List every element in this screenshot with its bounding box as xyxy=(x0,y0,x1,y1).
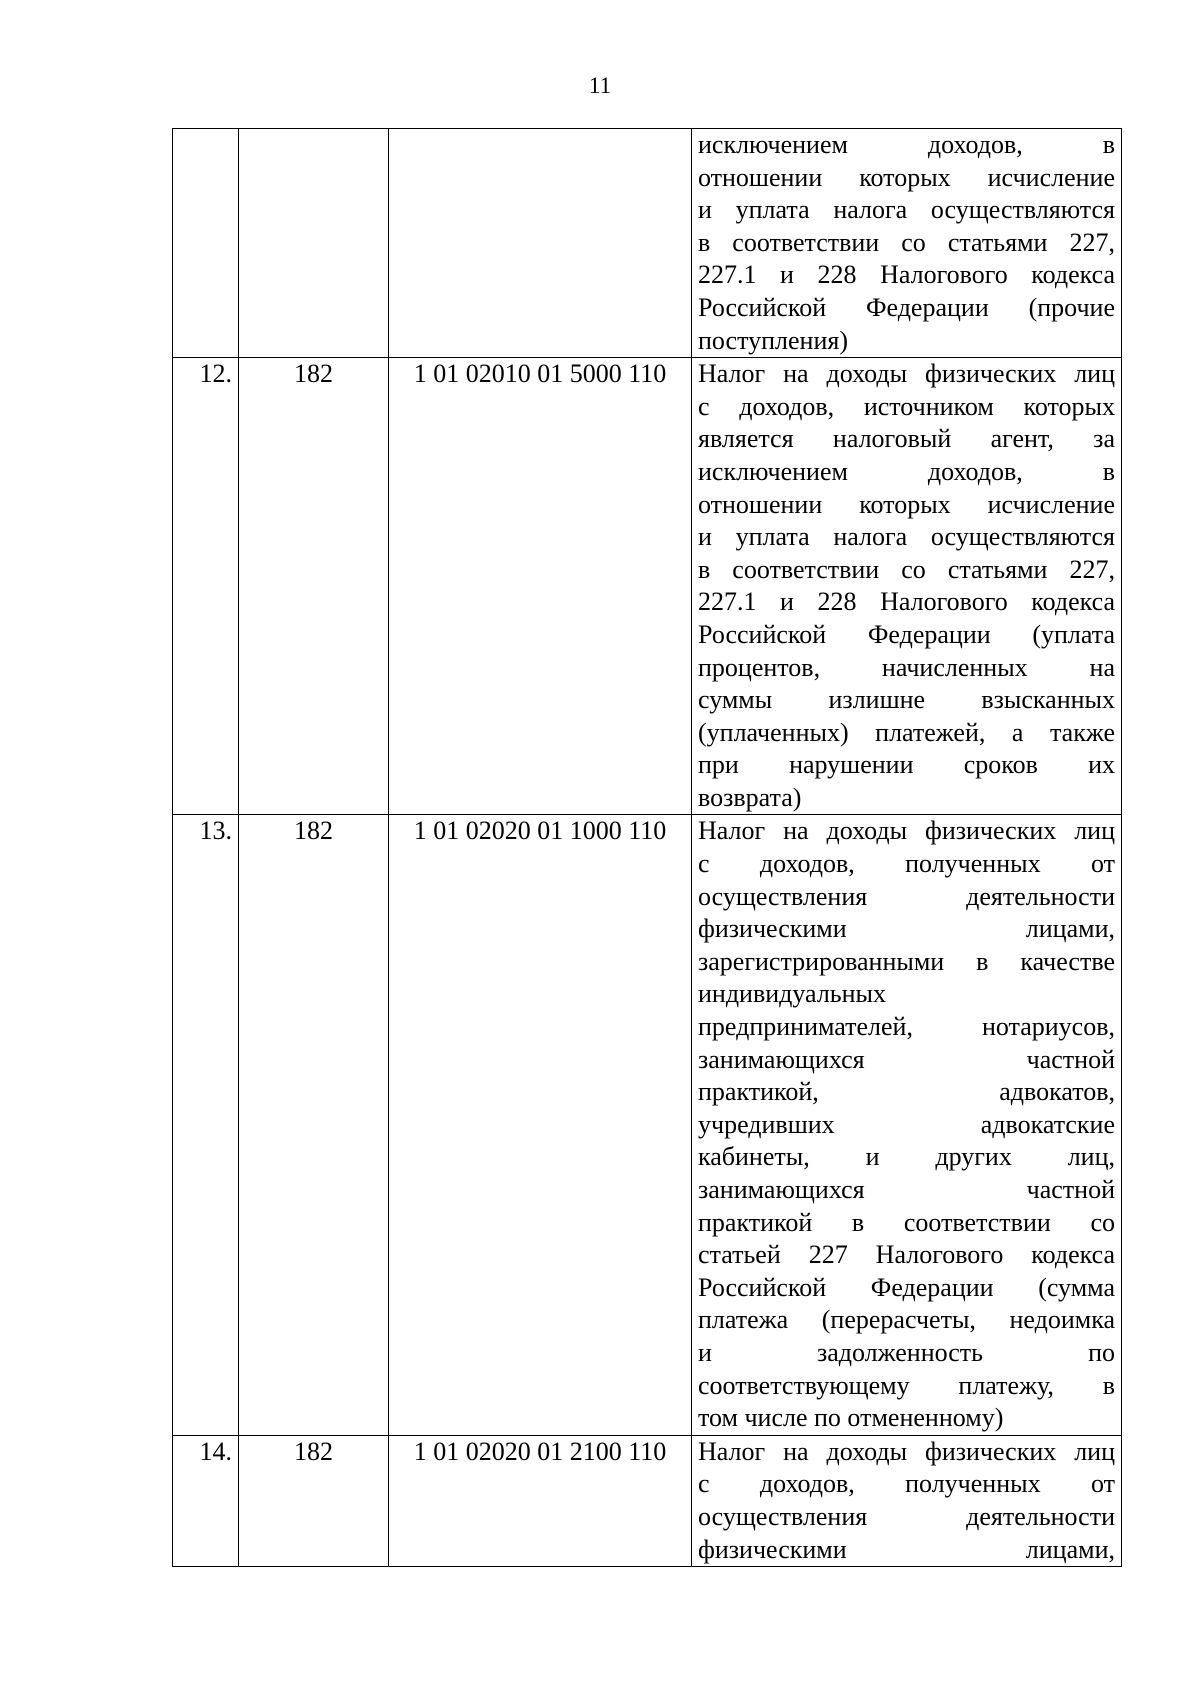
description-line: возврата) xyxy=(698,782,802,812)
description-line: отношении которых исчисление xyxy=(698,162,1115,192)
row-number-cell: 12. xyxy=(173,358,239,815)
description-line: и задолженность по xyxy=(698,1337,1115,1367)
description-line: учредивших адвокатские xyxy=(698,1109,1115,1139)
description-line: осуществления деятельности xyxy=(698,881,1115,911)
budget-classification-code-cell xyxy=(389,129,692,358)
income-description-cell xyxy=(692,129,1122,358)
description-line: поступления) xyxy=(698,325,848,355)
income-codes-table xyxy=(172,128,1122,1567)
description-line: индивидуальных xyxy=(698,979,887,1009)
description-line: 227.1 и 228 Налогового кодекса xyxy=(698,260,1115,290)
description-line: Налог на доходы физических лиц xyxy=(698,1436,1115,1466)
description-line: и уплата налога осуществляются xyxy=(698,195,1115,225)
page-number: 11 xyxy=(588,73,612,98)
description-line: том числе по отмененному) xyxy=(698,1403,1004,1433)
description-line: занимающихся частной xyxy=(698,1175,1115,1204)
description-line: исключением доходов, в xyxy=(698,456,1115,486)
income-description-cell xyxy=(692,1435,1122,1566)
table-row xyxy=(173,815,1122,1435)
budget-classification-code-cell: 1 01 02020 01 1000 110 xyxy=(389,815,692,1435)
description-line: физическими лицами, xyxy=(698,1534,1115,1564)
description-line: в соответствии со статьями 227, xyxy=(698,554,1115,584)
description-line: Российской Федерации (уплата xyxy=(698,619,1115,649)
description-line: занимающихся частной xyxy=(698,1044,1115,1074)
description-line: является налоговый агент, за xyxy=(698,424,1115,454)
row-number-cell: 14. xyxy=(173,1435,239,1566)
description-line: соответствующему платежу, в xyxy=(698,1370,1115,1400)
description-line: процентов, начисленных на xyxy=(698,652,1115,682)
table-row xyxy=(173,1435,1122,1566)
description-line: предпринимателей, нотариусов, xyxy=(698,1012,1115,1042)
description-line: с доходов, источником которых xyxy=(698,391,1115,421)
description-line: платежа (перерасчеты, недоимка xyxy=(698,1305,1115,1335)
description-line: (уплаченных) платежей, а также xyxy=(698,717,1115,747)
table-row xyxy=(173,129,1122,358)
description-line: кабинеты, и других лиц, xyxy=(698,1142,1115,1172)
income-description-cell xyxy=(692,358,1122,815)
table-row xyxy=(173,358,1122,815)
budget-classification-code-cell: 1 01 02010 01 5000 110 xyxy=(389,358,692,815)
description-line: физическими лицами, xyxy=(698,914,1115,944)
description-line: Российской Федерации (прочие xyxy=(698,292,1115,322)
description-line: в соответствии со статьями 227, xyxy=(698,227,1115,257)
row-number-cell xyxy=(173,129,239,358)
administrator-code-cell: 182 xyxy=(239,1435,389,1566)
description-line: суммы излишне взысканных xyxy=(698,685,1115,715)
description-line: осуществления деятельности xyxy=(698,1501,1115,1531)
description-line: с доходов, полученных от xyxy=(698,1469,1115,1499)
budget-classification-code-cell: 1 01 02020 01 2100 110 xyxy=(389,1435,692,1566)
administrator-code-cell: 182 xyxy=(239,358,389,815)
description-line: Налог на доходы физических лиц xyxy=(698,816,1115,846)
description-line: статьей 227 Налогового кодекса xyxy=(698,1240,1115,1270)
description-line: практикой в соответствии со xyxy=(698,1207,1115,1237)
administrator-code-cell: 182 xyxy=(239,815,389,1435)
description-line: Российской Федерации (сумма xyxy=(698,1272,1115,1302)
description-line: с доходов, полученных от xyxy=(698,849,1115,879)
description-line: и уплата налога осуществляются xyxy=(698,522,1115,552)
description-line: отношении которых исчисление xyxy=(698,489,1115,519)
description-line: при нарушении сроков их xyxy=(698,750,1115,780)
description-line: исключением доходов, в xyxy=(698,130,1115,159)
row-number-cell: 13. xyxy=(173,815,239,1435)
description-line: 227.1 и 228 Налогового кодекса xyxy=(698,587,1115,617)
description-line: Налог на доходы физических лиц xyxy=(698,359,1115,389)
description-line: зарегистрированными в качестве xyxy=(698,946,1115,976)
administrator-code-cell xyxy=(239,129,389,358)
income-description-cell xyxy=(692,815,1122,1435)
description-line: практикой, адвокатов, xyxy=(698,1077,1115,1107)
